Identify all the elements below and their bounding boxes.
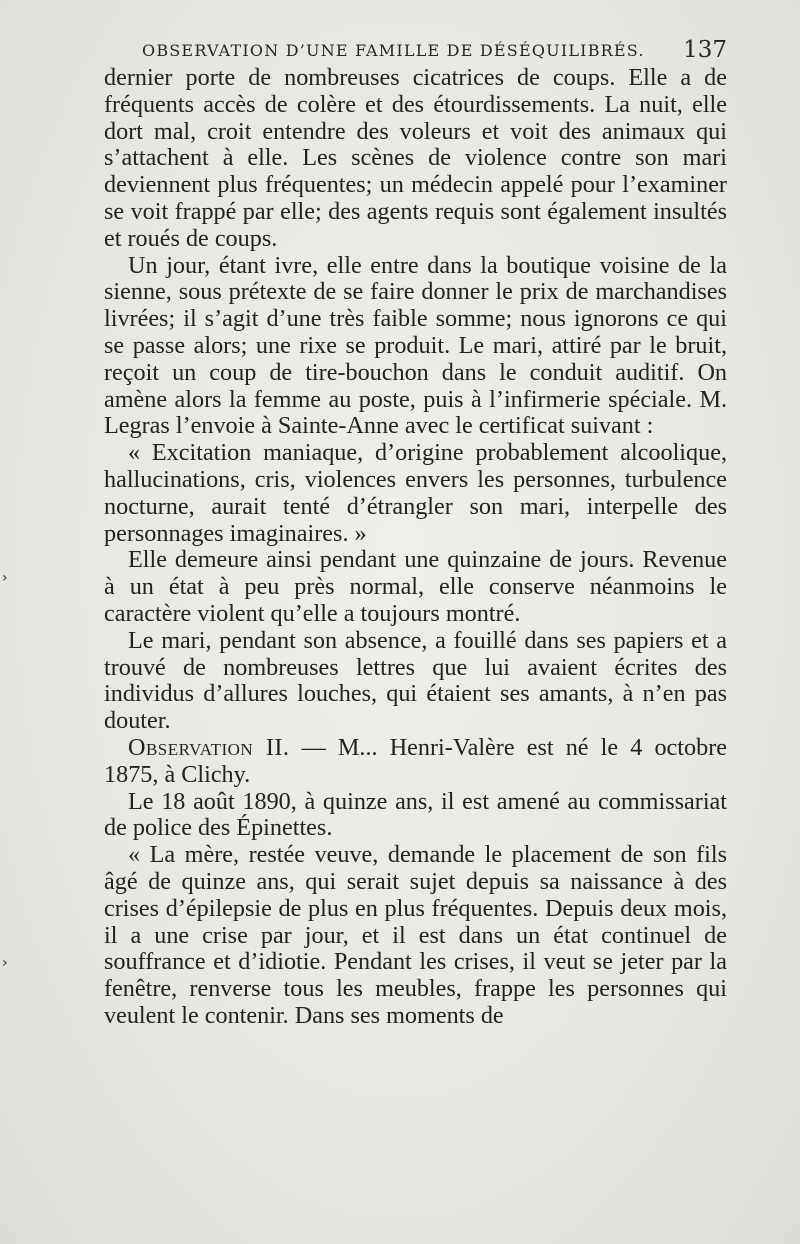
running-title: OBSERVATION D’UNE FAMILLE DE DÉSÉQUILIBRÉS. xyxy=(142,40,645,60)
paragraph: Elle demeure ainsi pendant une quinzaine de jours. Revenue à un état à peu près normal, elle conserve néanmoins le caractère violent qu’elle a toujours montré. xyxy=(104,546,727,627)
paragraph: Le mari, pendant son absence, a fouillé dans ses papiers et a trouvé de nombreuses lettres que lui avaient écrites des individus d’allures louches, qui étaient ses amants, à n’en pas douter. xyxy=(104,626,727,735)
observation-text: — M... Henri-Valère est né le 4 octobre 1875, à Clichy. xyxy=(104,733,727,788)
observation-heading-paragraph xyxy=(104,735,727,789)
page-number: 137 xyxy=(683,37,727,63)
margin-arrow-mark: › xyxy=(2,955,8,971)
quoted-paragraph: « La mère, restée veuve, demande le placement de son fils âgé de quinze ans, qui serait sujet depuis sa naissance à des crises d’épilepsie de plus en plus fréquentes. Depuis deux mois, il a une crise par jour, et il est dans un état continuel de souffrance et d’idiotie. Pendant les crises, il veut se jeter par la fenêtre, renverse tous les meubles, frappe les personnes qui veulent le contenir. Dans ses moments de xyxy=(104,841,727,1029)
quoted-certificate: « Excitation maniaque, d’origine probablement alcoolique, hallucinations, cris, violences envers les personnes, turbulence nocturne, aurait tenté d’étrangler son mari, interpelle des personnages imaginaires. » xyxy=(104,439,727,547)
observation-label: Observation II. xyxy=(128,733,290,761)
margin-arrow-mark: › xyxy=(2,570,8,586)
paragraph: Le 18 août 1890, à quinze ans, il est amené au commissariat de police des Épinettes. xyxy=(104,787,727,842)
body-text xyxy=(104,65,727,1030)
page-header xyxy=(104,32,727,68)
paragraph: Un jour, étant ivre, elle entre dans la boutique voisine de la sienne, sous prétexte de se faire donner le prix de marchandises livrées; il s’agit d’une très faible somme; nous ignorons ce qui se passe alors; une rixe se produit. Le mari, attiré par le bruit, reçoit un coup de tire-bouchon dans le conduit auditif. On amène alors la femme au poste, puis à l’infirmerie spéciale. M. Legras l’envoie à Sainte-Anne avec le certificat suivant : xyxy=(104,251,727,440)
paragraph: dernier porte de nombreuses cicatrices de coups. Elle a de fréquents accès de colère et des étourdissements. La nuit, elle dort mal, croit entendre des voleurs et voit des animaux qui s’attachent à elle. Les scènes de violence contre son mari deviennent plus fréquentes; un médecin appelé pour l’examiner se voit frappé par elle; des agents requis sont également insultés et roués de coups. xyxy=(104,64,727,252)
